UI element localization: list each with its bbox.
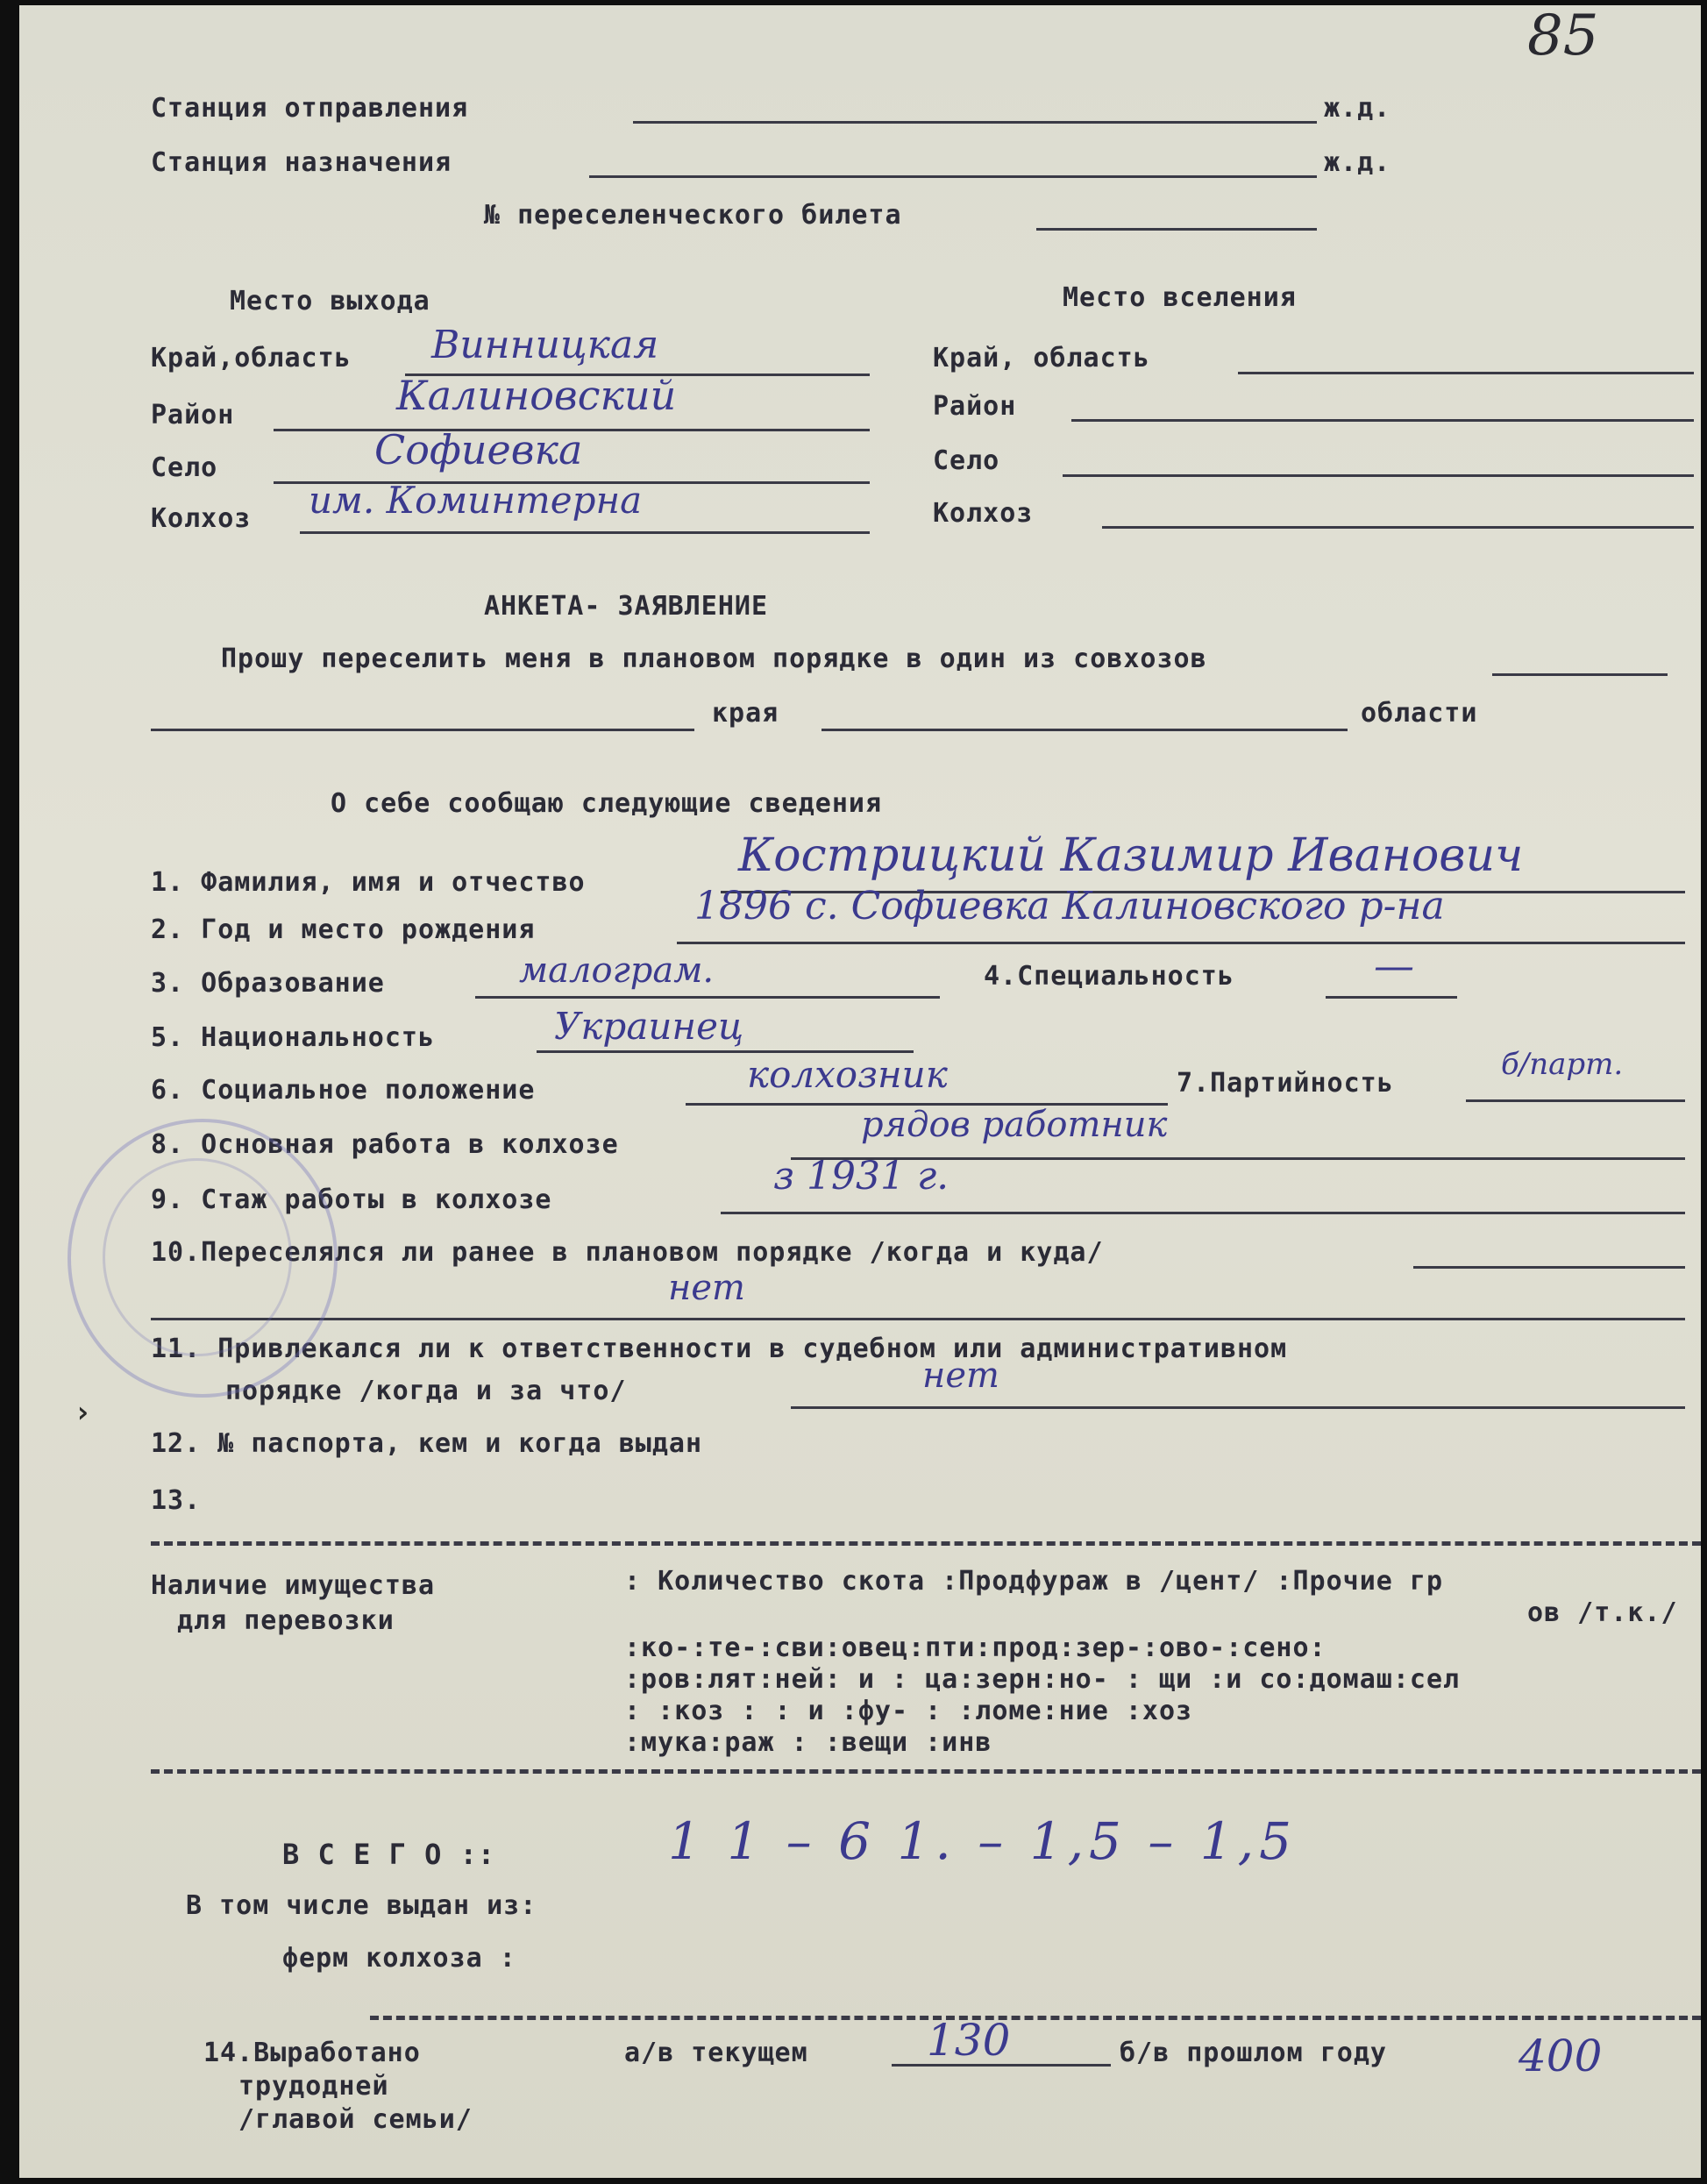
item-2-value: 1896 с. Софиевка Калиновского р-на (694, 884, 1445, 928)
property-row-a: :ко-:те-:сви:овец:пти:прод:зер-:ово-:сено: (624, 1633, 1326, 1663)
item-2-label: 2. Год и место рождения (151, 914, 536, 945)
table-rule-bottom (370, 2016, 1701, 2020)
origin-region-label: Край,область (151, 343, 352, 373)
rail-suffix-2: ж.д. (1324, 147, 1391, 178)
item-3-label: 3. Образование (151, 968, 385, 999)
item-7-label: 7.Партийность (1177, 1068, 1394, 1099)
workdays-label-1: 14.Выработано (203, 2038, 421, 2068)
item-10-label: 10.Переселялся ли ранее в плановом порядке /когда и куда/ (151, 1237, 1104, 1268)
item-5-label: 5. Национальность (151, 1022, 436, 1053)
property-label-1: Наличие имущества (151, 1570, 436, 1601)
property-row-b: :ров:лят:ней: и : ца:зерн:но- : щи :и со:домаш:сел (624, 1664, 1461, 1695)
property-header-b: ов /т.к./ (1527, 1597, 1678, 1628)
table-rule-mid (151, 1769, 1701, 1774)
settlement-region-label: Край, область (933, 343, 1150, 373)
item-3-value: малограм. (519, 950, 715, 991)
workdays-label-3: /главой семьи/ (238, 2104, 473, 2135)
origin-kolkhoz-line[interactable] (300, 531, 870, 534)
property-header: : Количество скота :Продфураж в /цент/ :Прочие гр (624, 1566, 1444, 1597)
property-label-2: для перевозки (177, 1605, 395, 1636)
item-5-value: Украинец (554, 1005, 744, 1048)
item-4-label: 4.Специальность (984, 961, 1234, 992)
item-6-label: 6. Социальное положение (151, 1075, 536, 1106)
item-4-line[interactable] (1326, 996, 1457, 999)
item-2-line[interactable] (677, 942, 1685, 944)
workdays-last-value: 400 (1519, 2031, 1603, 2081)
form-title: АНКЕТА- ЗАЯВЛЕНИЕ (484, 591, 769, 622)
departure-station-label: Станция отправления (151, 93, 469, 124)
form-sheet (19, 5, 1701, 2178)
origin-district-value: Калиновский (396, 372, 677, 419)
item-6-value: колхозник (747, 1053, 948, 1096)
item-12-label: 12. № паспорта, кем и когда выдан (151, 1428, 703, 1459)
intro-text: О себе сообщаю следующие сведения (331, 788, 883, 819)
total-values: 1 1 – 6 1. – 1,5 – 1,5 (668, 1811, 1298, 1871)
item-11-value: нет (922, 1355, 999, 1396)
request-line-1: Прошу переселить меня в плановом порядке в один из совхозов (221, 644, 1207, 674)
sovkhoz-line[interactable] (1492, 673, 1668, 676)
total-label: В С Е Г О :: (282, 1838, 496, 1871)
origin-village-label: Село (151, 452, 218, 483)
item-9-value: з 1931 г. (773, 1154, 950, 1199)
item-11-label-2: порядке /когда и за что/ (225, 1376, 627, 1406)
departure-station-line[interactable] (633, 121, 1317, 124)
item-1-value: Кострицкий Казимир Иванович (738, 829, 1524, 882)
item-10-line[interactable] (1413, 1266, 1685, 1269)
item-7-value: б/парт. (1501, 1047, 1624, 1082)
item-10-value: нет (668, 1268, 745, 1308)
page-number: 85 (1527, 5, 1599, 68)
item-11-line[interactable] (791, 1406, 1685, 1409)
farms-label: ферм колхоза : (282, 1943, 516, 1974)
item-3-line[interactable] (475, 996, 940, 999)
item-13-label: 13. (151, 1485, 202, 1516)
item-10-line-2[interactable] (151, 1318, 1685, 1320)
edge-mark: › (74, 1395, 92, 1430)
settlement-title: Место вселения (1063, 282, 1297, 313)
request-krai: края (712, 698, 779, 729)
item-9-label: 9. Стаж работы в колхозе (151, 1184, 552, 1215)
property-row-d: :мука:раж : :вещи :инв (624, 1727, 992, 1758)
settlement-village-label: Село (933, 445, 1000, 476)
property-row-c: : :коз : : и :фу- : :ломе:ние :хоз (624, 1696, 1193, 1726)
krai-line[interactable] (151, 729, 694, 731)
workdays-current-label: а/в текущем (624, 2038, 808, 2068)
origin-kolkhoz-label: Колхоз (151, 503, 252, 534)
request-oblast: области (1361, 698, 1478, 729)
origin-kolkhoz-value: им. Коминтерна (309, 479, 643, 522)
origin-district-label: Район (151, 400, 235, 430)
origin-region-value: Винницкая (431, 323, 659, 367)
settlement-district-line[interactable] (1071, 419, 1694, 422)
settlement-region-line[interactable] (1238, 372, 1694, 374)
ticket-number-label: № переселенческого билета (484, 200, 902, 231)
oblast-line[interactable] (821, 729, 1348, 731)
workdays-current-value: 130 (927, 2015, 1011, 2066)
rail-suffix-1: ж.д. (1324, 93, 1391, 124)
table-rule-top (151, 1541, 1701, 1546)
destination-station-line[interactable] (589, 175, 1317, 178)
settlement-kolkhoz-line[interactable] (1102, 526, 1694, 529)
origin-village-value: Софиевка (374, 426, 583, 473)
ticket-number-line[interactable] (1036, 228, 1317, 231)
destination-station-label: Станция назначения (151, 147, 452, 178)
item-9-line[interactable] (721, 1212, 1685, 1214)
settlement-district-label: Район (933, 391, 1017, 422)
included-label: В том числе выдан из: (186, 1890, 537, 1921)
seal-stamp-inner (103, 1158, 292, 1356)
workdays-label-2: трудодней (238, 2071, 389, 2102)
settlement-kolkhoz-label: Колхоз (933, 498, 1034, 529)
origin-title: Место выхода (230, 286, 430, 317)
workdays-last-label: б/в прошлом году (1120, 2038, 1387, 2068)
item-11-label-1: 11. Привлекался ли к ответственности в судебном или административном (151, 1334, 1288, 1364)
item-8-value: рядов работник (861, 1105, 1168, 1145)
item-7-line[interactable] (1466, 1099, 1685, 1102)
item-4-value: — (1374, 942, 1414, 989)
item-8-label: 8. Основная работа в колхозе (151, 1129, 619, 1160)
item-1-label: 1. Фамилия, имя и отчество (151, 867, 586, 898)
settlement-village-line[interactable] (1063, 474, 1694, 477)
